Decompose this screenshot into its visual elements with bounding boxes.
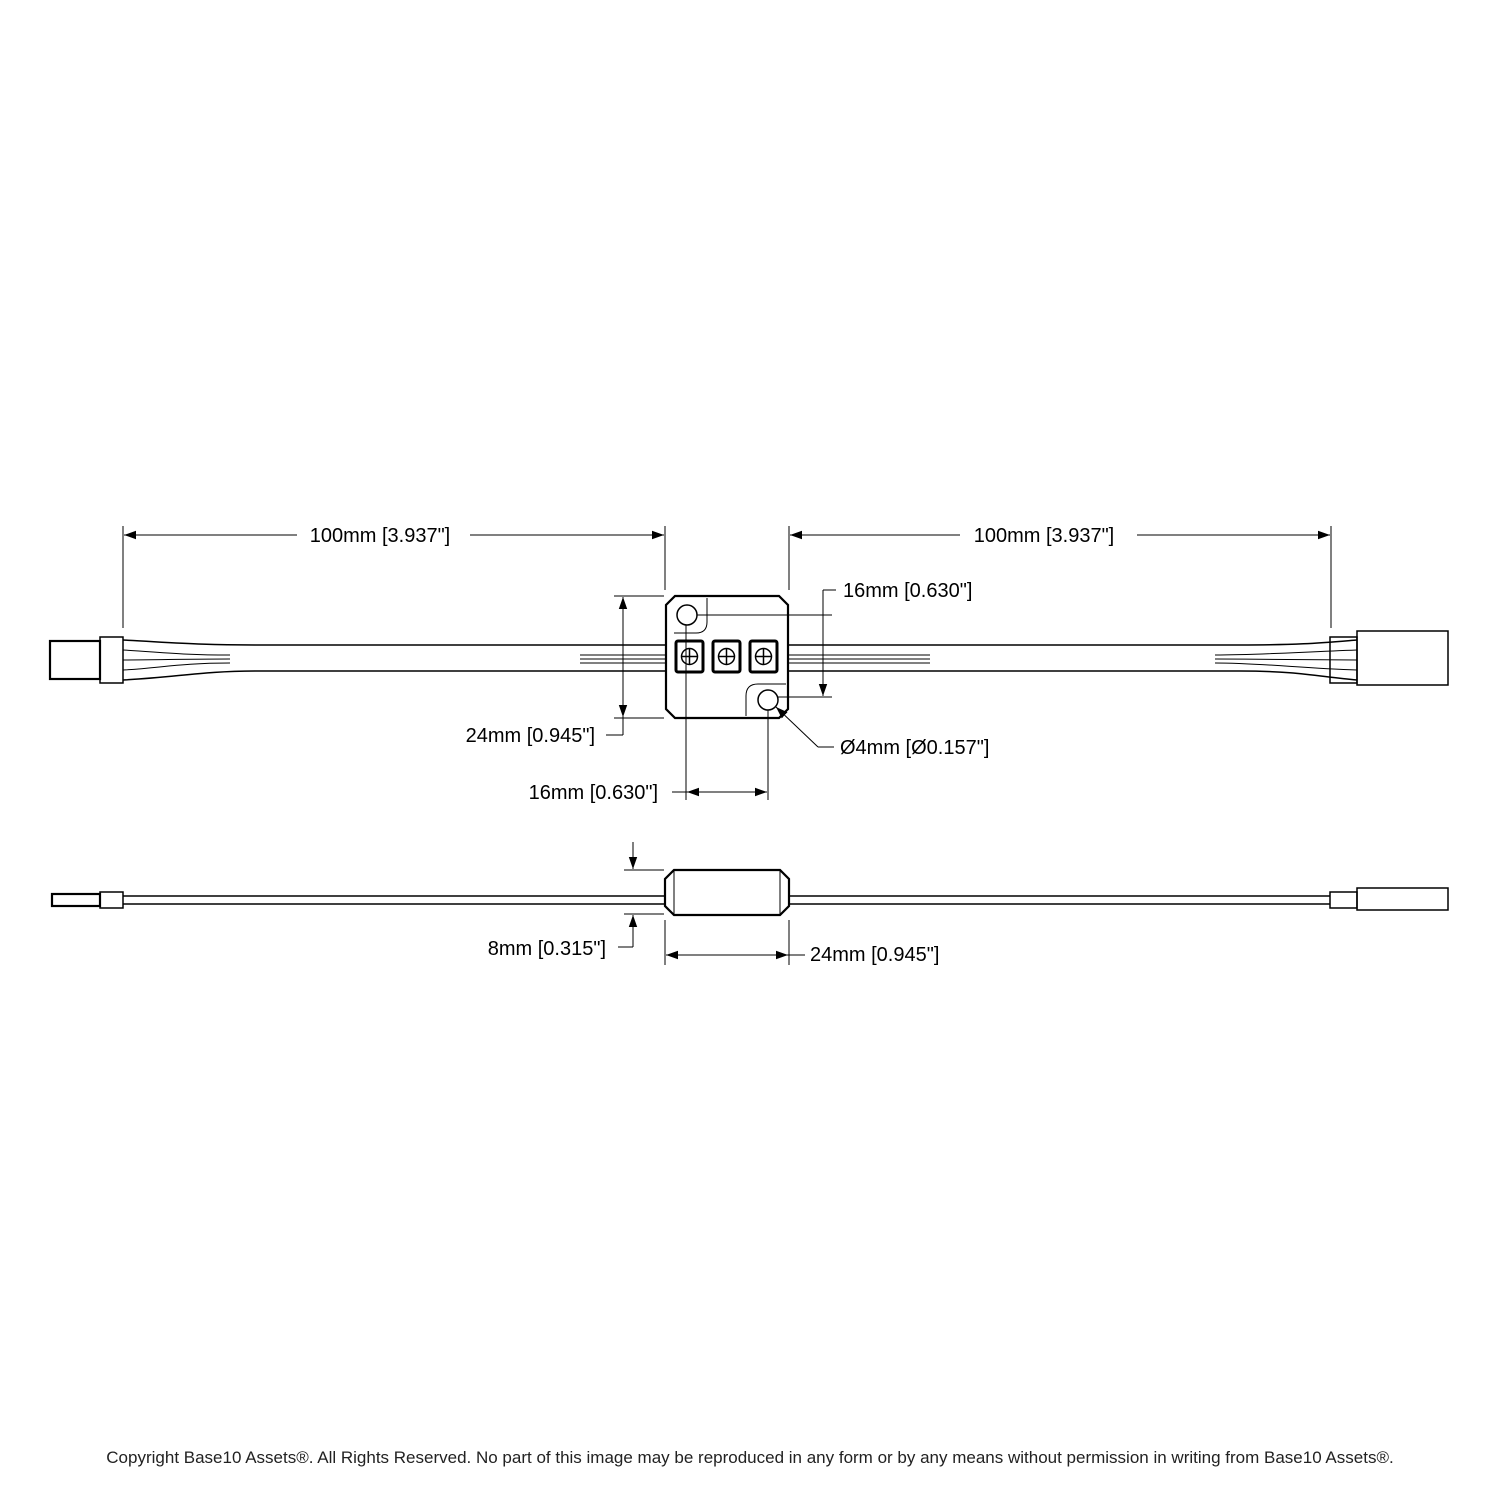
- mounting-hole-bottom-icon: [758, 690, 778, 710]
- top-view: [50, 525, 1448, 804]
- body-width-label: 24mm [0.945"]: [810, 944, 940, 966]
- mounting-hole-top-icon: [677, 605, 697, 625]
- dim-thickness: [488, 842, 664, 960]
- side-right-connector: [1330, 888, 1448, 910]
- dim-right-cable-length: [789, 525, 1331, 628]
- left-cable: [123, 640, 665, 680]
- right-cable-length-label: 100mm [3.937"]: [973, 525, 1115, 547]
- side-module-body: [665, 870, 789, 915]
- side-cable: [123, 896, 1330, 904]
- dim-hole-spacing-vertical: [697, 580, 972, 697]
- terminal-2-icon: [713, 641, 740, 672]
- thickness-label: 8mm [0.315"]: [487, 938, 606, 960]
- left-connector: [50, 637, 123, 683]
- dim-body-width: [665, 920, 939, 966]
- copyright-notice: Copyright Base10 Assets®. All Rights Reserved. No part of this image may be reproduced in any form or by any means without permission in writing from Base10 Assets®.: [106, 1448, 1394, 1467]
- body-height-label: 24mm [0.945"]: [465, 725, 595, 747]
- dim-hole-diameter: [776, 707, 989, 759]
- hole-diameter-label: Ø4mm [Ø0.157"]: [840, 737, 990, 759]
- side-left-connector: [52, 892, 123, 908]
- right-connector: [1330, 631, 1448, 685]
- left-cable-length-label: 100mm [3.937"]: [309, 525, 451, 547]
- hole-spacing-horizontal-label: 16mm [0.630"]: [528, 782, 658, 804]
- terminal-1-icon: [676, 641, 703, 672]
- dim-left-cable-length: [123, 525, 665, 628]
- right-cable: [788, 640, 1357, 680]
- terminal-3-icon: [750, 641, 777, 672]
- hole-spacing-vertical-label: 16mm [0.630"]: [843, 580, 973, 602]
- side-view: [52, 842, 1448, 966]
- module-body: [666, 596, 788, 718]
